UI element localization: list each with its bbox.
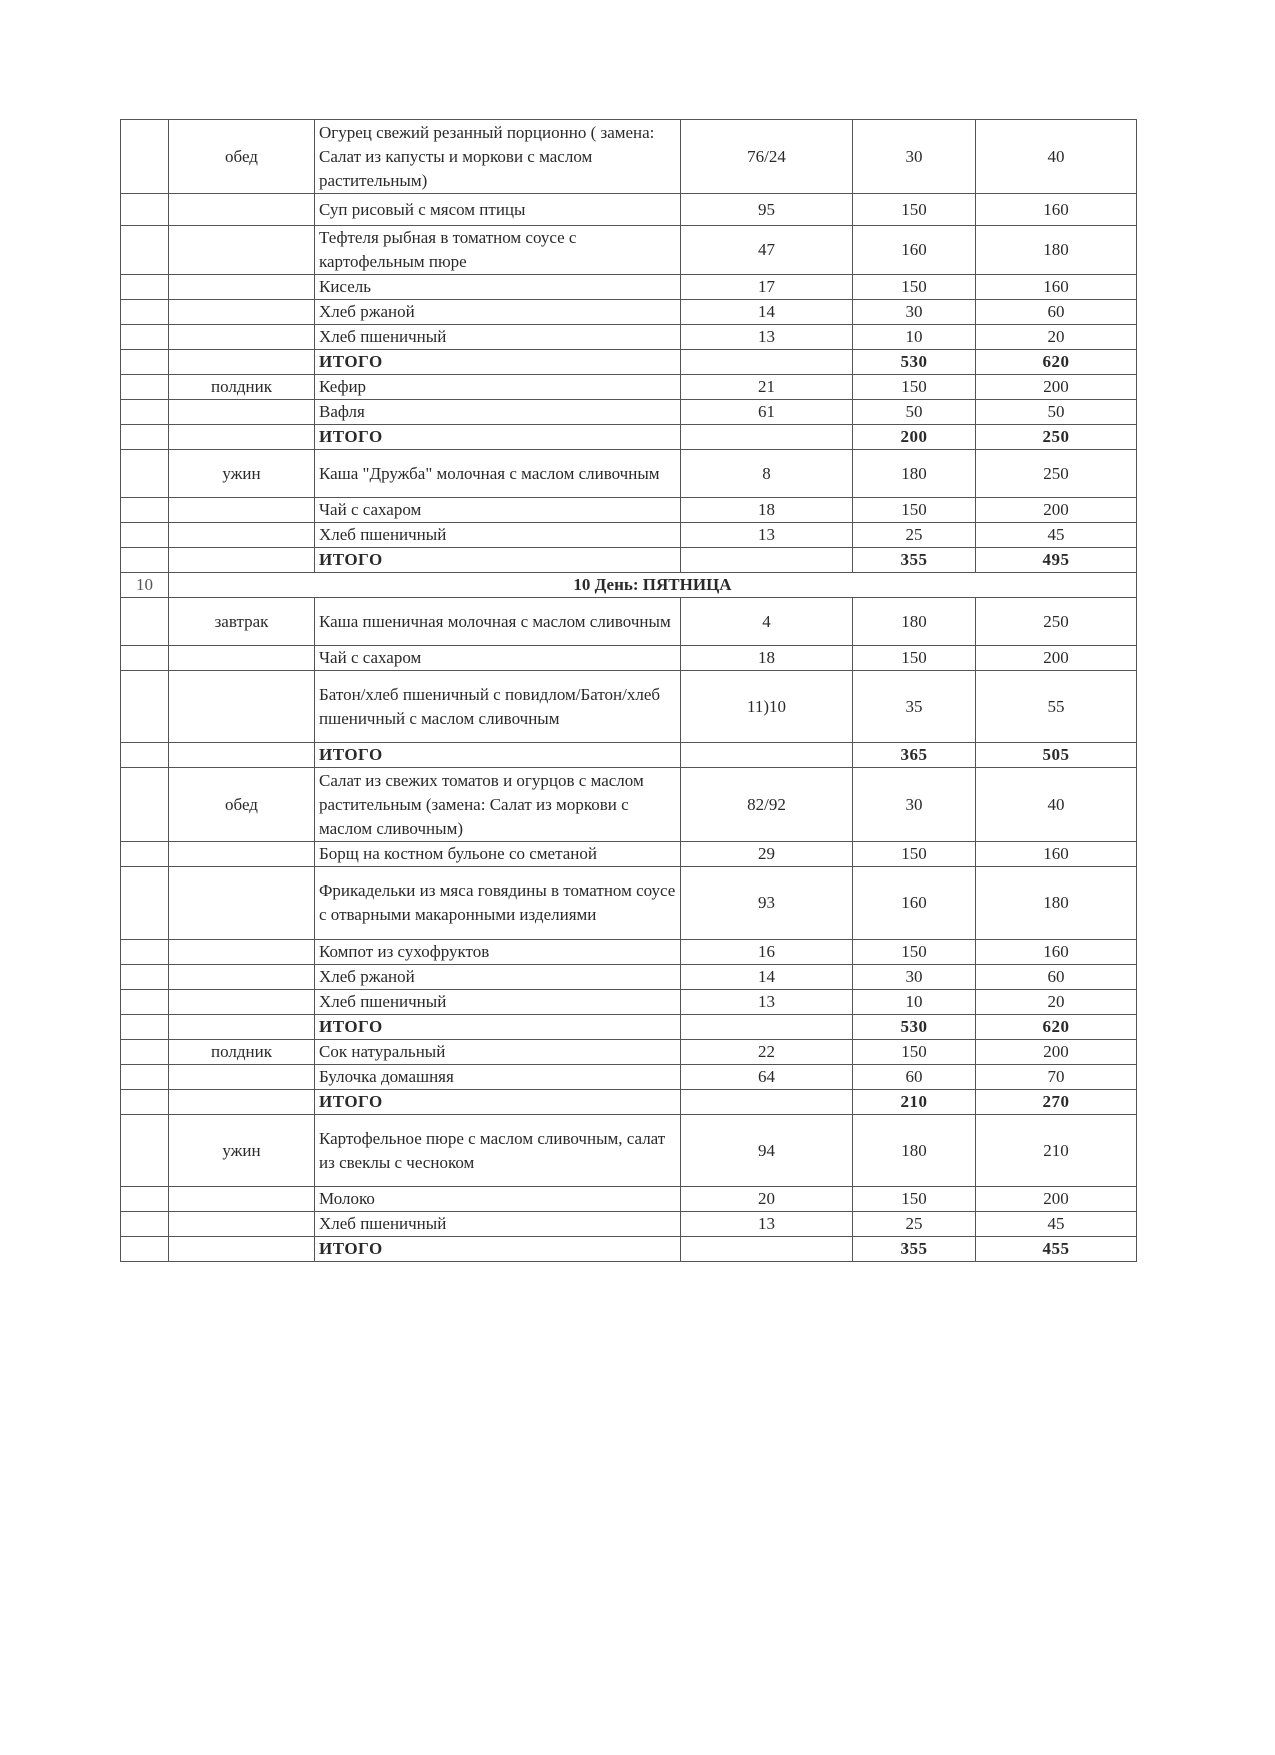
row-number-cell	[121, 1115, 169, 1187]
portion-weight-2: 200	[976, 646, 1137, 671]
row-number-cell	[121, 743, 169, 768]
portion-weight-2: 620	[976, 1015, 1137, 1040]
portion-weight-2: 200	[976, 498, 1137, 523]
portion-weight-2: 495	[976, 548, 1137, 573]
recipe-number: 11)10	[681, 671, 853, 743]
meal-cell	[169, 523, 315, 548]
dish-name: Хлеб пшеничный	[315, 990, 681, 1015]
table-row	[121, 990, 1137, 1015]
row-number-cell	[121, 548, 169, 573]
table-row	[121, 1212, 1137, 1237]
table-row	[121, 226, 1137, 275]
recipe-number: 14	[681, 300, 853, 325]
meal-cell	[169, 1212, 315, 1237]
dish-name: Каша "Дружба" молочная с маслом сливочным	[315, 450, 681, 498]
portion-weight-2: 250	[976, 450, 1137, 498]
meal-cell	[169, 940, 315, 965]
row-number-cell	[121, 940, 169, 965]
menu-table-body	[121, 120, 1137, 1262]
table-row	[121, 275, 1137, 300]
recipe-number: 22	[681, 1040, 853, 1065]
row-number-cell	[121, 768, 169, 842]
dish-name: Молоко	[315, 1187, 681, 1212]
table-row	[121, 1040, 1137, 1065]
dish-name: Сок натуральный	[315, 1040, 681, 1065]
portion-weight-1: 30	[853, 768, 976, 842]
portion-weight-1: 355	[853, 548, 976, 573]
recipe-number: 8	[681, 450, 853, 498]
portion-weight-2: 45	[976, 523, 1137, 548]
meal-label: полдник	[169, 375, 315, 400]
portion-weight-1: 35	[853, 671, 976, 743]
portion-weight-2: 250	[976, 598, 1137, 646]
portion-weight-1: 150	[853, 646, 976, 671]
meal-cell	[169, 965, 315, 990]
meal-label: ужин	[169, 1115, 315, 1187]
dish-name: Батон/хлеб пшеничный с повидлом/Батон/хлеб пшеничный с маслом сливочным	[315, 671, 681, 743]
recipe-number: 18	[681, 646, 853, 671]
dish-name: Тефтеля рыбная в томатном соусе с картофельным пюре	[315, 226, 681, 275]
portion-weight-1: 530	[853, 1015, 976, 1040]
recipe-number: 13	[681, 325, 853, 350]
portion-weight-1: 30	[853, 120, 976, 194]
table-row	[121, 867, 1137, 940]
meal-cell	[169, 1090, 315, 1115]
day-header-row	[121, 573, 1137, 598]
meal-label: завтрак	[169, 598, 315, 646]
row-number-cell	[121, 1237, 169, 1262]
portion-weight-1: 530	[853, 350, 976, 375]
portion-weight-1: 150	[853, 1187, 976, 1212]
dish-name: Хлеб ржаной	[315, 300, 681, 325]
recipe-number: 4	[681, 598, 853, 646]
portion-weight-1: 150	[853, 498, 976, 523]
dish-name: Каша пшеничная молочная с маслом сливочным	[315, 598, 681, 646]
dish-name: Кефир	[315, 375, 681, 400]
portion-weight-2: 70	[976, 1065, 1137, 1090]
row-number-cell	[121, 646, 169, 671]
portion-weight-1: 10	[853, 990, 976, 1015]
portion-weight-1: 150	[853, 842, 976, 867]
portion-weight-1: 160	[853, 226, 976, 275]
dish-name: Чай с сахаром	[315, 498, 681, 523]
total-label: ИТОГО	[315, 1015, 681, 1040]
portion-weight-2: 60	[976, 300, 1137, 325]
total-label: ИТОГО	[315, 1237, 681, 1262]
portion-weight-2: 455	[976, 1237, 1137, 1262]
recipe-number: 20	[681, 1187, 853, 1212]
dish-name: Борщ на костном бульоне со сметаной	[315, 842, 681, 867]
dish-name: Огурец свежий резанный порционно ( замена: Салат из капусты и моркови с маслом растительным)	[315, 120, 681, 194]
portion-weight-1: 60	[853, 1065, 976, 1090]
meal-cell	[169, 743, 315, 768]
table-row	[121, 194, 1137, 226]
table-row	[121, 498, 1137, 523]
row-number-cell	[121, 867, 169, 940]
table-row	[121, 940, 1137, 965]
dish-name: Хлеб пшеничный	[315, 325, 681, 350]
portion-weight-2: 60	[976, 965, 1137, 990]
total-label: ИТОГО	[315, 1090, 681, 1115]
portion-weight-2: 40	[976, 120, 1137, 194]
meal-cell	[169, 194, 315, 226]
meal-cell	[169, 350, 315, 375]
dish-name: Хлеб пшеничный	[315, 1212, 681, 1237]
meal-cell	[169, 1187, 315, 1212]
portion-weight-1: 25	[853, 523, 976, 548]
recipe-number	[681, 425, 853, 450]
portion-weight-2: 620	[976, 350, 1137, 375]
row-number-cell	[121, 671, 169, 743]
recipe-number	[681, 1237, 853, 1262]
recipe-number	[681, 548, 853, 573]
day-number: 10	[121, 573, 169, 598]
portion-weight-1: 25	[853, 1212, 976, 1237]
table-row	[121, 598, 1137, 646]
portion-weight-2: 50	[976, 400, 1137, 425]
portion-weight-1: 365	[853, 743, 976, 768]
dish-name: Хлеб пшеничный	[315, 523, 681, 548]
dish-name: Кисель	[315, 275, 681, 300]
recipe-number: 76/24	[681, 120, 853, 194]
portion-weight-2: 505	[976, 743, 1137, 768]
row-number-cell	[121, 523, 169, 548]
meal-cell	[169, 867, 315, 940]
recipe-number	[681, 743, 853, 768]
portion-weight-1: 150	[853, 194, 976, 226]
total-label: ИТОГО	[315, 425, 681, 450]
meal-cell	[169, 1065, 315, 1090]
recipe-number: 82/92	[681, 768, 853, 842]
total-label: ИТОГО	[315, 743, 681, 768]
recipe-number: 64	[681, 1065, 853, 1090]
total-row	[121, 548, 1137, 573]
portion-weight-2: 20	[976, 325, 1137, 350]
total-label: ИТОГО	[315, 350, 681, 375]
row-number-cell	[121, 990, 169, 1015]
row-number-cell	[121, 1040, 169, 1065]
row-number-cell	[121, 965, 169, 990]
portion-weight-2: 40	[976, 768, 1137, 842]
portion-weight-2: 160	[976, 275, 1137, 300]
recipe-number: 21	[681, 375, 853, 400]
meal-cell	[169, 400, 315, 425]
portion-weight-2: 270	[976, 1090, 1137, 1115]
row-number-cell	[121, 1090, 169, 1115]
recipe-number: 95	[681, 194, 853, 226]
portion-weight-2: 200	[976, 1187, 1137, 1212]
table-row	[121, 1065, 1137, 1090]
table-row	[121, 300, 1137, 325]
meal-cell	[169, 1237, 315, 1262]
portion-weight-2: 180	[976, 867, 1137, 940]
table-row	[121, 768, 1137, 842]
recipe-number: 13	[681, 523, 853, 548]
table-row	[121, 646, 1137, 671]
portion-weight-2: 20	[976, 990, 1137, 1015]
recipe-number: 93	[681, 867, 853, 940]
total-row	[121, 1237, 1137, 1262]
meal-cell	[169, 842, 315, 867]
dish-name: Булочка домашняя	[315, 1065, 681, 1090]
portion-weight-2: 250	[976, 425, 1137, 450]
row-number-cell	[121, 1212, 169, 1237]
table-row	[121, 450, 1137, 498]
row-number-cell	[121, 842, 169, 867]
dish-name: Картофельное пюре с маслом сливочным, салат из свеклы с чесноком	[315, 1115, 681, 1187]
row-number-cell	[121, 498, 169, 523]
meal-cell	[169, 646, 315, 671]
portion-weight-2: 160	[976, 842, 1137, 867]
row-number-cell	[121, 1015, 169, 1040]
meal-label: полдник	[169, 1040, 315, 1065]
portion-weight-1: 355	[853, 1237, 976, 1262]
total-row	[121, 1015, 1137, 1040]
row-number-cell	[121, 300, 169, 325]
dish-name: Вафля	[315, 400, 681, 425]
meal-cell	[169, 325, 315, 350]
meal-cell	[169, 226, 315, 275]
table-row	[121, 120, 1137, 194]
dish-name: Чай с сахаром	[315, 646, 681, 671]
table-row	[121, 842, 1137, 867]
recipe-number: 29	[681, 842, 853, 867]
portion-weight-2: 160	[976, 940, 1137, 965]
row-number-cell	[121, 325, 169, 350]
portion-weight-1: 180	[853, 1115, 976, 1187]
meal-cell	[169, 498, 315, 523]
portion-weight-2: 210	[976, 1115, 1137, 1187]
table-row	[121, 523, 1137, 548]
portion-weight-1: 150	[853, 375, 976, 400]
dish-name: Суп рисовый с мясом птицы	[315, 194, 681, 226]
row-number-cell	[121, 194, 169, 226]
table-row	[121, 1187, 1137, 1212]
table-row	[121, 1115, 1137, 1187]
total-row	[121, 743, 1137, 768]
recipe-number: 13	[681, 1212, 853, 1237]
portion-weight-1: 150	[853, 275, 976, 300]
total-label: ИТОГО	[315, 548, 681, 573]
table-row	[121, 375, 1137, 400]
total-row	[121, 1090, 1137, 1115]
table-row	[121, 671, 1137, 743]
meal-cell	[169, 671, 315, 743]
recipe-number: 61	[681, 400, 853, 425]
portion-weight-1: 180	[853, 598, 976, 646]
table-row	[121, 965, 1137, 990]
meal-label: обед	[169, 768, 315, 842]
recipe-number: 47	[681, 226, 853, 275]
dish-name: Компот из сухофруктов	[315, 940, 681, 965]
row-number-cell	[121, 1187, 169, 1212]
meal-cell	[169, 300, 315, 325]
dish-name: Салат из свежих томатов и огурцов с маслом растительным (замена: Салат из моркови с маслом сливочным)	[315, 768, 681, 842]
total-row	[121, 350, 1137, 375]
row-number-cell	[121, 450, 169, 498]
table-row	[121, 325, 1137, 350]
row-number-cell	[121, 120, 169, 194]
dish-name: Хлеб ржаной	[315, 965, 681, 990]
portion-weight-2: 55	[976, 671, 1137, 743]
day-title: 10 День: ПЯТНИЦА	[169, 573, 1137, 598]
portion-weight-1: 150	[853, 940, 976, 965]
meal-cell	[169, 275, 315, 300]
recipe-number: 13	[681, 990, 853, 1015]
recipe-number	[681, 350, 853, 375]
meal-cell	[169, 990, 315, 1015]
portion-weight-1: 210	[853, 1090, 976, 1115]
row-number-cell	[121, 598, 169, 646]
portion-weight-1: 180	[853, 450, 976, 498]
portion-weight-2: 45	[976, 1212, 1137, 1237]
meal-label: ужин	[169, 450, 315, 498]
recipe-number	[681, 1015, 853, 1040]
meal-label: обед	[169, 120, 315, 194]
recipe-number: 94	[681, 1115, 853, 1187]
row-number-cell	[121, 275, 169, 300]
row-number-cell	[121, 425, 169, 450]
row-number-cell	[121, 1065, 169, 1090]
row-number-cell	[121, 375, 169, 400]
recipe-number: 18	[681, 498, 853, 523]
portion-weight-1: 30	[853, 300, 976, 325]
recipe-number: 14	[681, 965, 853, 990]
meal-cell	[169, 548, 315, 573]
portion-weight-1: 30	[853, 965, 976, 990]
recipe-number	[681, 1090, 853, 1115]
portion-weight-1: 200	[853, 425, 976, 450]
total-row	[121, 425, 1137, 450]
row-number-cell	[121, 400, 169, 425]
portion-weight-2: 180	[976, 226, 1137, 275]
recipe-number: 17	[681, 275, 853, 300]
portion-weight-2: 200	[976, 375, 1137, 400]
meal-cell	[169, 425, 315, 450]
portion-weight-1: 10	[853, 325, 976, 350]
recipe-number: 16	[681, 940, 853, 965]
portion-weight-1: 150	[853, 1040, 976, 1065]
dish-name: Фрикадельки из мяса говядины в томатном соусе с отварными макаронными изделиями	[315, 867, 681, 940]
table-row	[121, 400, 1137, 425]
portion-weight-2: 160	[976, 194, 1137, 226]
portion-weight-1: 50	[853, 400, 976, 425]
row-number-cell	[121, 350, 169, 375]
meal-cell	[169, 1015, 315, 1040]
row-number-cell	[121, 226, 169, 275]
portion-weight-2: 200	[976, 1040, 1137, 1065]
portion-weight-1: 160	[853, 867, 976, 940]
menu-table	[120, 119, 1137, 1262]
